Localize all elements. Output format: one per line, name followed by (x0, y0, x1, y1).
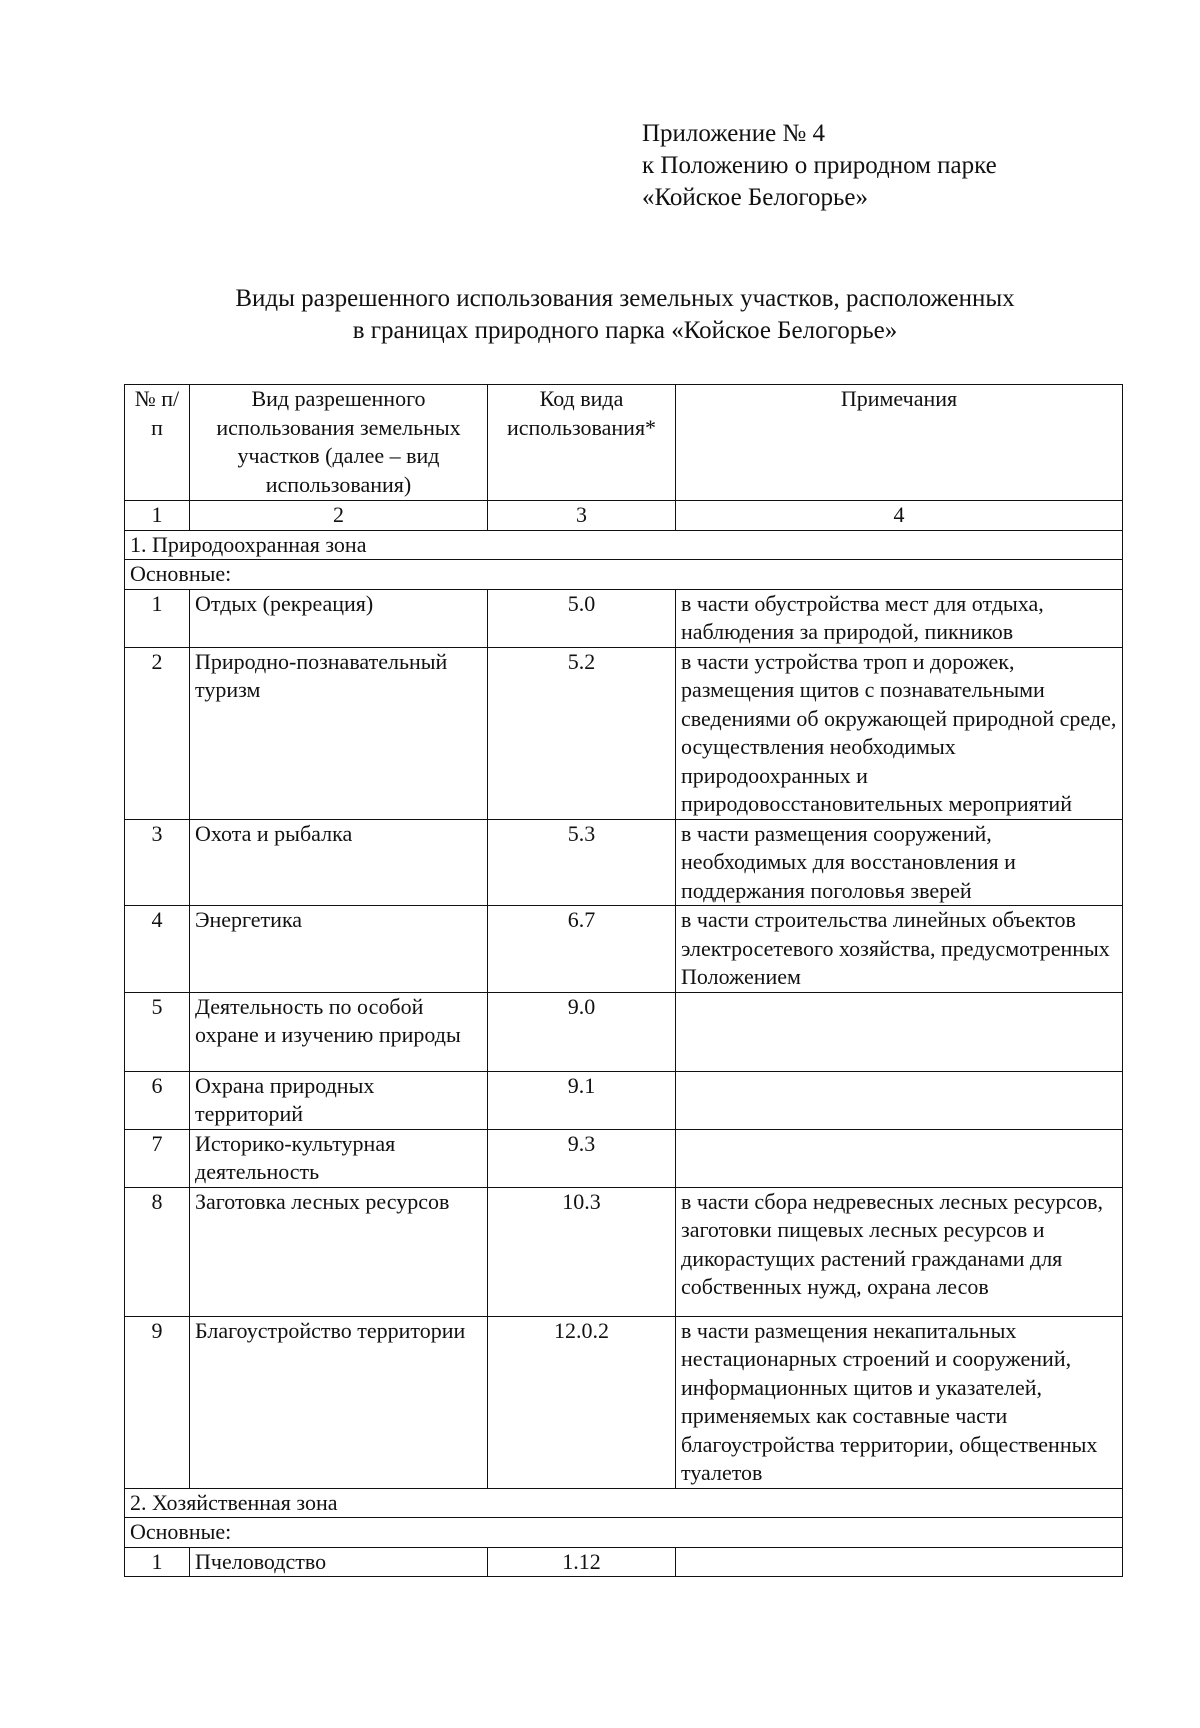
document-title (120, 283, 1130, 347)
row-use-code: 5.0 (488, 589, 676, 647)
row-use-kind: Отдых (рекреация) (190, 589, 488, 647)
row-use-kind: Охрана природных территорий (190, 1071, 488, 1129)
column-number: 3 (488, 501, 676, 531)
row-note: в части размещения некапитальных нестационарных строений и сооружений, информационных щитов и указателей, применяемых как составные части благоустройства территории, общественных туалетов (676, 1316, 1123, 1488)
row-number: 1 (125, 589, 190, 647)
row-use-kind: Историко-культурная деятельность (190, 1129, 488, 1187)
appendix-number: Приложение № 4 (642, 120, 826, 147)
row-number: 1 (125, 1547, 190, 1577)
table-row (125, 1547, 1123, 1577)
row-use-code: 12.0.2 (488, 1316, 676, 1488)
header-code: Код вида использования* (488, 385, 676, 501)
table-row (125, 589, 1123, 647)
zone-subtitle: Основные: (125, 560, 1123, 590)
row-number: 9 (125, 1316, 190, 1488)
row-use-code: 1.12 (488, 1547, 676, 1577)
row-use-kind: Благоустройство территории (190, 1316, 488, 1488)
zone-subtitle-row (125, 1518, 1123, 1548)
zone-title: 2. Хозяйственная зона (125, 1488, 1123, 1518)
appendix-park-name: «Койское Белогорье» (642, 184, 868, 211)
row-number: 8 (125, 1187, 190, 1316)
header-num: № п/п (125, 385, 190, 501)
header-kind: Вид разрешенного использования земельных участков (далее – вид использования) (190, 385, 488, 501)
column-number: 4 (676, 501, 1123, 531)
row-use-kind: Природно-познавательный туризм (190, 647, 488, 819)
row-number: 5 (125, 992, 190, 1071)
row-number: 7 (125, 1129, 190, 1187)
zone-title: 1. Природоохранная зона (125, 530, 1123, 560)
row-note: в части обустройства мест для отдыха, наблюдения за природой, пикников (676, 589, 1123, 647)
row-use-kind: Заготовка лесных ресурсов (190, 1187, 488, 1316)
appendix-reference: к Положению о природном парке (642, 152, 997, 179)
row-number: 3 (125, 819, 190, 906)
zone-title-row (125, 1488, 1123, 1518)
table-header-row (125, 385, 1123, 501)
zone-subtitle-row (125, 560, 1123, 590)
title-line-2: в границах природного парка «Койское Белогорье» (352, 317, 898, 344)
table-row (125, 1187, 1123, 1316)
table-row (125, 992, 1123, 1071)
row-use-code: 9.0 (488, 992, 676, 1071)
row-use-code: 10.3 (488, 1187, 676, 1316)
row-use-code: 5.3 (488, 819, 676, 906)
appendix-header (642, 118, 997, 214)
row-number: 2 (125, 647, 190, 819)
column-number: 1 (125, 501, 190, 531)
title-line-1: Виды разрешенного использования земельных участков, расположенных (235, 285, 1015, 312)
zone-title-row (125, 530, 1123, 560)
row-note (676, 992, 1123, 1071)
row-use-kind: Пчеловодство (190, 1547, 488, 1577)
row-use-code: 9.1 (488, 1071, 676, 1129)
row-note (676, 1547, 1123, 1577)
column-number-row (125, 501, 1123, 531)
row-number: 6 (125, 1071, 190, 1129)
row-note: в части сбора недревесных лесных ресурсов, заготовки пищевых лесных ресурсов и дикорастущих растений гражданами для собственных нужд, охрана лесов (676, 1187, 1123, 1316)
row-note (676, 1129, 1123, 1187)
table-row (125, 819, 1123, 906)
table-row (125, 1316, 1123, 1488)
row-use-code: 5.2 (488, 647, 676, 819)
zone-subtitle: Основные: (125, 1518, 1123, 1548)
table-row (125, 647, 1123, 819)
row-use-code: 9.3 (488, 1129, 676, 1187)
land-use-table (124, 384, 1123, 1577)
header-notes: Примечания (676, 385, 1123, 501)
row-note: в части строительства линейных объектов электросетевого хозяйства, предусмотренных Положением (676, 906, 1123, 993)
row-use-code: 6.7 (488, 906, 676, 993)
table-row (125, 906, 1123, 993)
table-row (125, 1129, 1123, 1187)
row-use-kind: Охота и рыбалка (190, 819, 488, 906)
row-note: в части устройства троп и дорожек, размещения щитов с познавательными сведениями об окружающей природной среде, осуществления необходимых природоохранных и природовосстановительных мероприятий (676, 647, 1123, 819)
row-note: в части размещения сооружений, необходимых для восстановления и поддержания поголовья зверей (676, 819, 1123, 906)
row-note (676, 1071, 1123, 1129)
column-number: 2 (190, 501, 488, 531)
row-use-kind: Деятельность по особой охране и изучению природы (190, 992, 488, 1071)
row-number: 4 (125, 906, 190, 993)
table-row (125, 1071, 1123, 1129)
row-use-kind: Энергетика (190, 906, 488, 993)
